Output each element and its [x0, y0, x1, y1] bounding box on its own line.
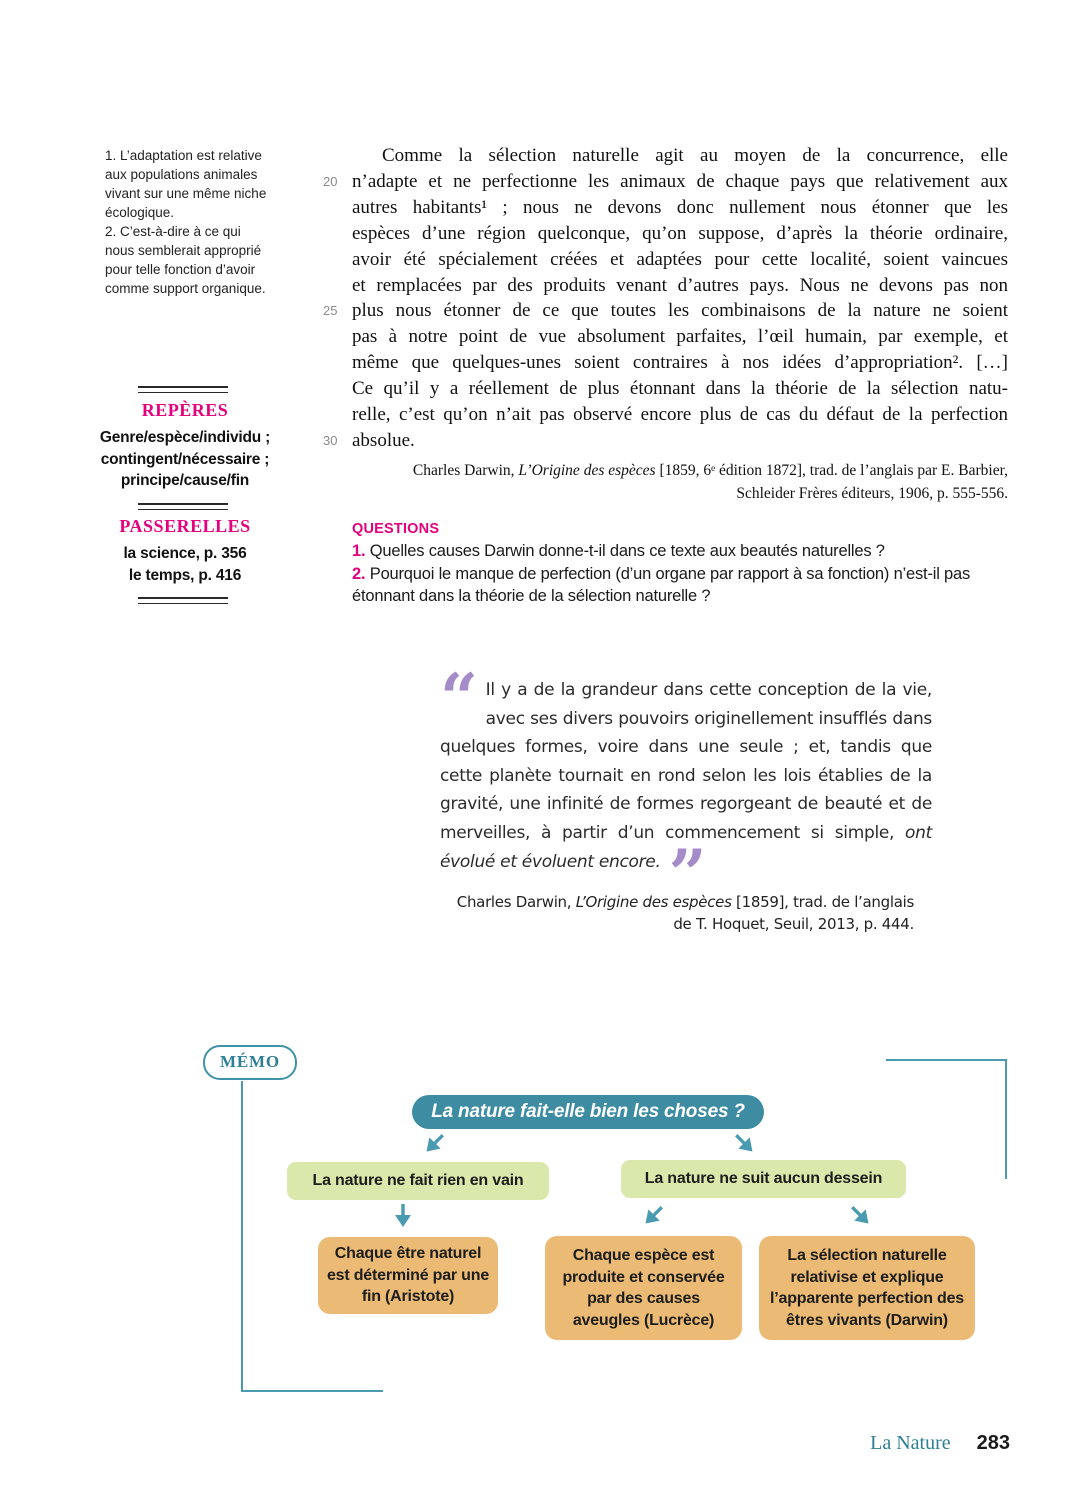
arrow-down-icon — [390, 1201, 416, 1229]
citation-line: Charles Darwin, L’Origine des espèces [1859, 6ᵉ édition 1872], trad. de l’anglais par E. Barbier, — [412, 462, 1008, 479]
citation-line: Charles Darwin, L’Origine des espèces [1859], trad. de l’anglais — [456, 893, 914, 912]
question-number: 1. — [352, 542, 366, 560]
divider-rule — [138, 597, 228, 604]
text-source-citation — [352, 460, 1008, 505]
memo-leaf-aristote: Chaque être naturel est déterminé par une fin (Aristote) — [318, 1237, 498, 1314]
reperes-title: REPÈRES — [141, 400, 229, 420]
questions-block — [352, 521, 1014, 608]
passerelles-item: la science, p. 356 — [123, 545, 247, 562]
footnote-2: 2. C’est-à-dire à ce qui nous semblerait approprié pour telle fonction d’avoir comme support organique. — [105, 224, 266, 296]
reperes-list — [90, 427, 280, 492]
memo-question-box: La nature fait-elle bien les choses ? — [412, 1095, 764, 1129]
book-title: L’Origine des espèces — [575, 893, 732, 912]
darwin-excerpt — [323, 143, 1008, 454]
reperes-item: contingent/nécessaire ; — [100, 450, 270, 468]
text-line: espèces d’une région quelconque, qu’on suppose, d’après la théorie ordinaire, — [352, 222, 1008, 244]
question-number: 2. — [352, 564, 366, 583]
memo-branch-left: La nature ne fait rien en vain — [287, 1162, 549, 1200]
memo-leaf-lucrece: Chaque espèce est produite et conservée par des causes aveugles (Lucrèce) — [545, 1236, 742, 1340]
quote-body-italic: ont évolué et évoluent encore. — [440, 822, 932, 872]
text-line: 30 absolue. — [352, 428, 1008, 454]
line-number: 20 — [323, 173, 338, 189]
reperes-item: Genre/espèce/individu ; — [99, 429, 271, 446]
line-number: 30 — [323, 432, 338, 448]
quote-body: Il y a de la grandeur dans cette conception de la vie, avec ses divers pouvoirs originellement insufflés dans quelques formes, voire dans une seule ; et, tandis que cette planète tournait en rond selon les lois établies de la gravité, une infinité de formes regorgeant de beauté et de merveilles, à partir d’un commencement si simple, — [440, 680, 932, 843]
book-title: L’Origine des espèces — [518, 462, 656, 479]
text-line: et remplacées par des produits venant d’autres pays. Nous ne devons pas non — [352, 274, 1008, 296]
pull-quote — [440, 659, 932, 935]
text-line: 25 plus nous étonner de ce que toutes les combinaisons de la nature ne soient — [352, 298, 1008, 324]
text-line: 20 n’adapte et ne perfectionne les animaux de chaque pays que relativement aux — [352, 169, 1008, 195]
arrow-down-right-icon — [847, 1201, 873, 1229]
citation-line: Schleider Frères éditeurs, 1906, p. 555-556. — [736, 484, 1008, 502]
memo-badge: MÉMO — [203, 1045, 297, 1080]
divider-rule — [138, 386, 228, 393]
text-line: pas à notre point de vue absolument parfaites, l’œil humain, par exemple, et — [352, 326, 1008, 348]
citation-line: de T. Hoquet, Seuil, 2013, p. 444. — [673, 914, 914, 933]
memo-branch-right: La nature ne suit aucun dessein — [621, 1160, 906, 1198]
close-quote-icon: ” — [668, 834, 707, 913]
text-line: autres habitants¹ ; nous ne devons donc nullement nous étonner que les — [352, 196, 1008, 218]
passerelles-item: le temps, p. 416 — [128, 566, 242, 584]
passerelles-list — [90, 543, 280, 586]
arrow-down-right-icon — [731, 1129, 757, 1157]
reperes-item: principe/cause/fin — [120, 472, 250, 489]
questions-title: QUESTIONS — [352, 521, 440, 537]
footnote-1: 1. L’adaptation est relative aux populations animales vivant sur une même niche écologique. — [105, 148, 267, 220]
text-line: Comme la sélection naturelle agit au moyen de la concurrence, elle — [382, 145, 1008, 166]
page-number: 283 — [976, 1432, 1010, 1454]
memo-connector-right — [886, 1059, 1007, 1179]
text-line: relle, c’est qu’on n’ait pas observé encore plus de cas du défaut de la perfection — [352, 404, 1008, 426]
question-2: 2. Pourquoi le manque de perfection (d’un organe par rapport à sa fonction) n’est-il pas étonnant dans la théorie de la sélection naturelle ? — [352, 564, 971, 605]
text-line: Ce qu’il y a réellement de plus étonnant dans la théorie de la sélection natu- — [352, 378, 1008, 400]
divider-rule — [138, 503, 228, 510]
line-number: 25 — [323, 303, 338, 319]
open-quote-icon: “ — [440, 659, 478, 737]
passerelles-title: PASSERELLES — [119, 516, 251, 536]
question-1: 1. Quelles causes Darwin donne-t-il dans ce texte aux beautés naturelles ? — [352, 542, 885, 560]
margin-footnotes — [105, 146, 273, 298]
page-footer — [870, 1432, 1010, 1455]
arrow-down-left-icon — [641, 1201, 667, 1229]
text-line: avoir été spécialement créées et adaptées pour cette localité, soient vaincues — [352, 248, 1008, 270]
chapter-title: La Nature — [870, 1432, 951, 1454]
text-line: même que quelques-unes soient contraires à nos idées d’appropriation². […] — [352, 352, 1008, 374]
arrow-down-left-icon — [422, 1129, 448, 1157]
quote-citation — [440, 892, 932, 935]
memo-leaf-darwin: La sélection naturelle relativise et explique l’apparente perfection des êtres vivants (Darwin) — [759, 1236, 975, 1340]
